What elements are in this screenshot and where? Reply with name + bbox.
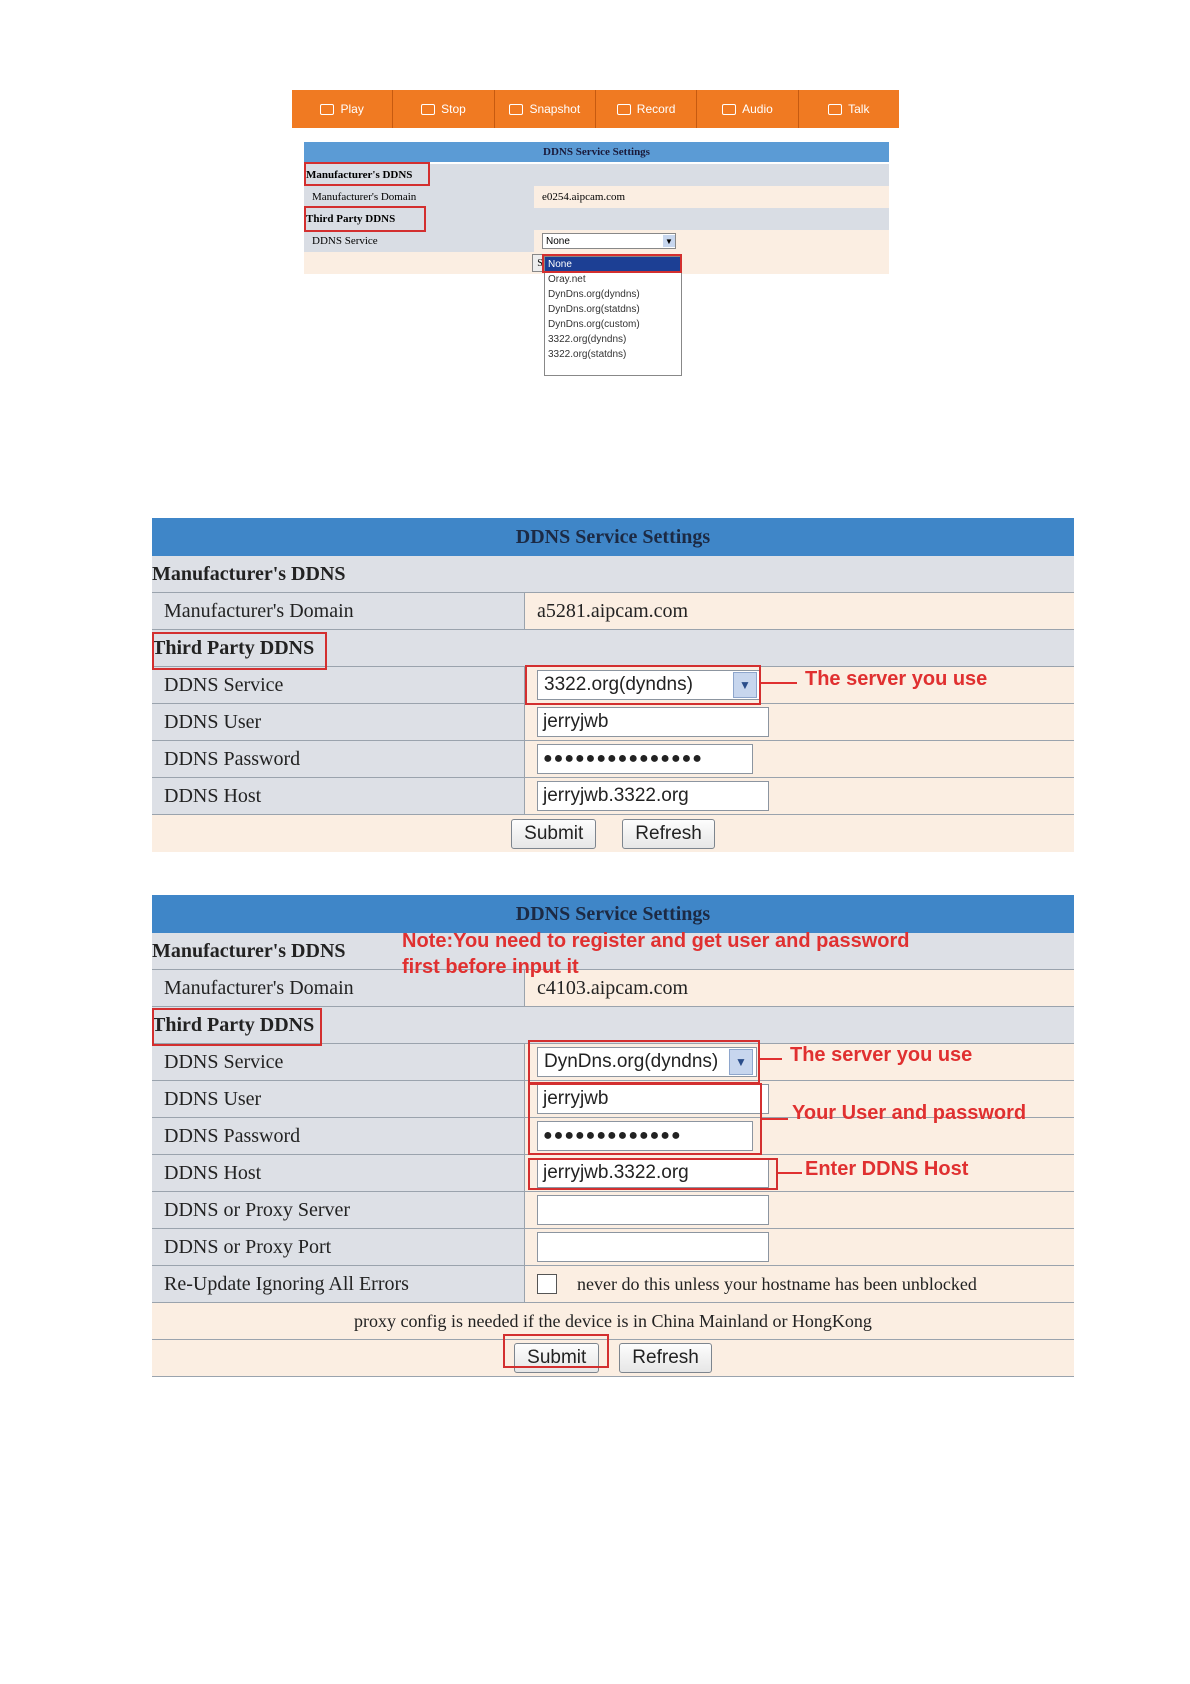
annotation-line bbox=[778, 1172, 802, 1174]
ddns-service-select[interactable]: DynDns.org(dyndns) ▼ bbox=[537, 1047, 757, 1077]
ddns-service-select[interactable]: None ▼ bbox=[542, 233, 676, 249]
refresh-button[interactable]: Refresh bbox=[622, 819, 715, 849]
password-row: DDNS Password ●●●●●●●●●●●●● bbox=[152, 1118, 1074, 1155]
domain-row: Manufacturer's Domain e0254.aipcam.com bbox=[304, 186, 889, 208]
host-row: DDNS Host jerryjwb.3322.org bbox=[152, 1155, 1074, 1192]
camera-toolbar bbox=[292, 90, 899, 128]
play-button[interactable]: Play bbox=[292, 90, 393, 128]
option-3322-dyndns[interactable]: 3322.org(dyndns) bbox=[548, 334, 627, 345]
ddns-host-input[interactable]: jerryjwb.3322.org bbox=[537, 1158, 769, 1188]
proxy-port-row: DDNS or Proxy Port bbox=[152, 1229, 1074, 1266]
panel-title: DDNS Service Settings bbox=[152, 895, 1074, 933]
annotation-note-line1: Note:You need to register and get user and password bbox=[402, 930, 910, 952]
submit-button[interactable]: Submit bbox=[511, 819, 596, 849]
ddns-screenshot-small bbox=[292, 90, 899, 376]
option-dyndns-statdns[interactable]: DynDns.org(statdns) bbox=[548, 304, 640, 315]
manufacturer-section: Manufacturer's DDNS bbox=[152, 933, 1074, 970]
record-button[interactable]: Record bbox=[596, 90, 697, 128]
ddns-user-input[interactable]: jerryjwb bbox=[537, 1084, 769, 1114]
panel-title: DDNS Service Settings bbox=[304, 142, 889, 162]
option-dyndns-custom[interactable]: DynDns.org(custom) bbox=[548, 319, 640, 330]
play-icon bbox=[320, 104, 334, 115]
reupdate-checkbox[interactable] bbox=[537, 1274, 557, 1294]
snapshot-button[interactable]: Snapshot bbox=[495, 90, 596, 128]
submit-button[interactable]: S bbox=[532, 254, 548, 272]
submit-button[interactable]: Submit bbox=[514, 1343, 599, 1373]
host-row: DDNS Host jerryjwb.3322.org bbox=[152, 778, 1074, 815]
reupdate-row: Re-Update Ignoring All Errors never do this unless your hostname has been unblocked bbox=[152, 1266, 1074, 1303]
record-icon bbox=[617, 104, 631, 115]
ddns-password-input[interactable]: ●●●●●●●●●●●●●●● bbox=[537, 744, 753, 774]
headphones-icon bbox=[722, 104, 736, 115]
panel-title: DDNS Service Settings bbox=[152, 518, 1074, 556]
button-row bbox=[152, 815, 1074, 852]
stop-icon bbox=[421, 104, 435, 115]
proxy-server-row: DDNS or Proxy Server bbox=[152, 1192, 1074, 1229]
user-row: DDNS User jerryjwb bbox=[152, 1081, 1074, 1118]
highlight-service bbox=[528, 1040, 760, 1084]
proxy-port-input[interactable] bbox=[537, 1232, 769, 1262]
chevron-down-icon: ▼ bbox=[663, 235, 675, 247]
highlight-host bbox=[528, 1158, 778, 1190]
third-party-section: Third Party DDNS bbox=[152, 630, 1074, 667]
highlight-third-party bbox=[304, 206, 426, 232]
annotation-line bbox=[760, 1058, 782, 1060]
chevron-down-icon: ▼ bbox=[729, 1049, 753, 1075]
proxy-note-row: proxy config is needed if the device is in China Mainland or HongKong bbox=[152, 1303, 1074, 1340]
password-row: DDNS Password ●●●●●●●●●●●●●●● bbox=[152, 741, 1074, 778]
highlight-manufacturer bbox=[304, 162, 430, 186]
highlight-none-option bbox=[542, 254, 682, 273]
service-row: DDNS Service 3322.org(dyndns) ▼ bbox=[152, 667, 1074, 704]
option-oray[interactable]: Oray.net bbox=[548, 274, 586, 285]
chevron-down-icon: ▼ bbox=[733, 672, 757, 698]
option-dyndns-dyndns[interactable]: DynDns.org(dyndns) bbox=[548, 289, 640, 300]
ddns-service-options bbox=[544, 256, 682, 376]
domain-row: Manufacturer's Domain c4103.aipcam.com bbox=[152, 970, 1074, 1007]
button-row bbox=[152, 1340, 1074, 1377]
proxy-server-input[interactable] bbox=[537, 1195, 769, 1225]
manufacturer-section: Manufacturer's DDNS bbox=[304, 164, 889, 186]
microphone-icon bbox=[828, 104, 842, 115]
annotation-server: The server you use bbox=[805, 668, 988, 690]
ddns-user-input[interactable]: jerryjwb bbox=[537, 707, 769, 737]
domain-row: Manufacturer's Domain a5281.aipcam.com bbox=[152, 593, 1074, 630]
annotation-host: Enter DDNS Host bbox=[805, 1158, 969, 1180]
audio-button[interactable]: Audio bbox=[697, 90, 798, 128]
user-row: DDNS User jerryjwb bbox=[152, 704, 1074, 741]
service-row: DDNS Service DynDns.org(dyndns) ▼ bbox=[152, 1044, 1074, 1081]
refresh-button[interactable]: Refresh bbox=[619, 1343, 712, 1373]
service-row: DDNS Service None ▼ bbox=[304, 230, 889, 252]
third-party-section: Third Party DDNS bbox=[304, 208, 889, 230]
talk-button[interactable]: Talk bbox=[799, 90, 899, 128]
option-none[interactable]: None bbox=[545, 257, 681, 272]
highlight-service bbox=[525, 665, 761, 705]
highlight-user-password bbox=[528, 1083, 762, 1155]
manufacturer-section: Manufacturer's DDNS bbox=[152, 556, 1074, 593]
annotation-server: The server you use bbox=[790, 1044, 973, 1066]
option-3322-statdns[interactable]: 3322.org(statdns) bbox=[548, 349, 627, 360]
highlight-third-party bbox=[152, 1008, 322, 1046]
ddns-password-input[interactable]: ●●●●●●●●●●●●● bbox=[537, 1121, 753, 1151]
ddns-service-select[interactable]: 3322.org(dyndns) ▼ bbox=[537, 670, 761, 700]
highlight-third-party bbox=[152, 632, 327, 670]
camera-icon bbox=[509, 104, 523, 115]
annotation-note-line2: first before input it bbox=[402, 956, 579, 978]
annotation-line bbox=[761, 682, 797, 684]
highlight-submit bbox=[503, 1334, 609, 1368]
annotation-user-password: Your User and password bbox=[792, 1102, 1027, 1124]
ddns-host-input[interactable]: jerryjwb.3322.org bbox=[537, 781, 769, 811]
third-party-section: Third Party DDNS bbox=[152, 1007, 1074, 1044]
annotation-line bbox=[762, 1118, 788, 1120]
stop-button[interactable]: Stop bbox=[393, 90, 494, 128]
